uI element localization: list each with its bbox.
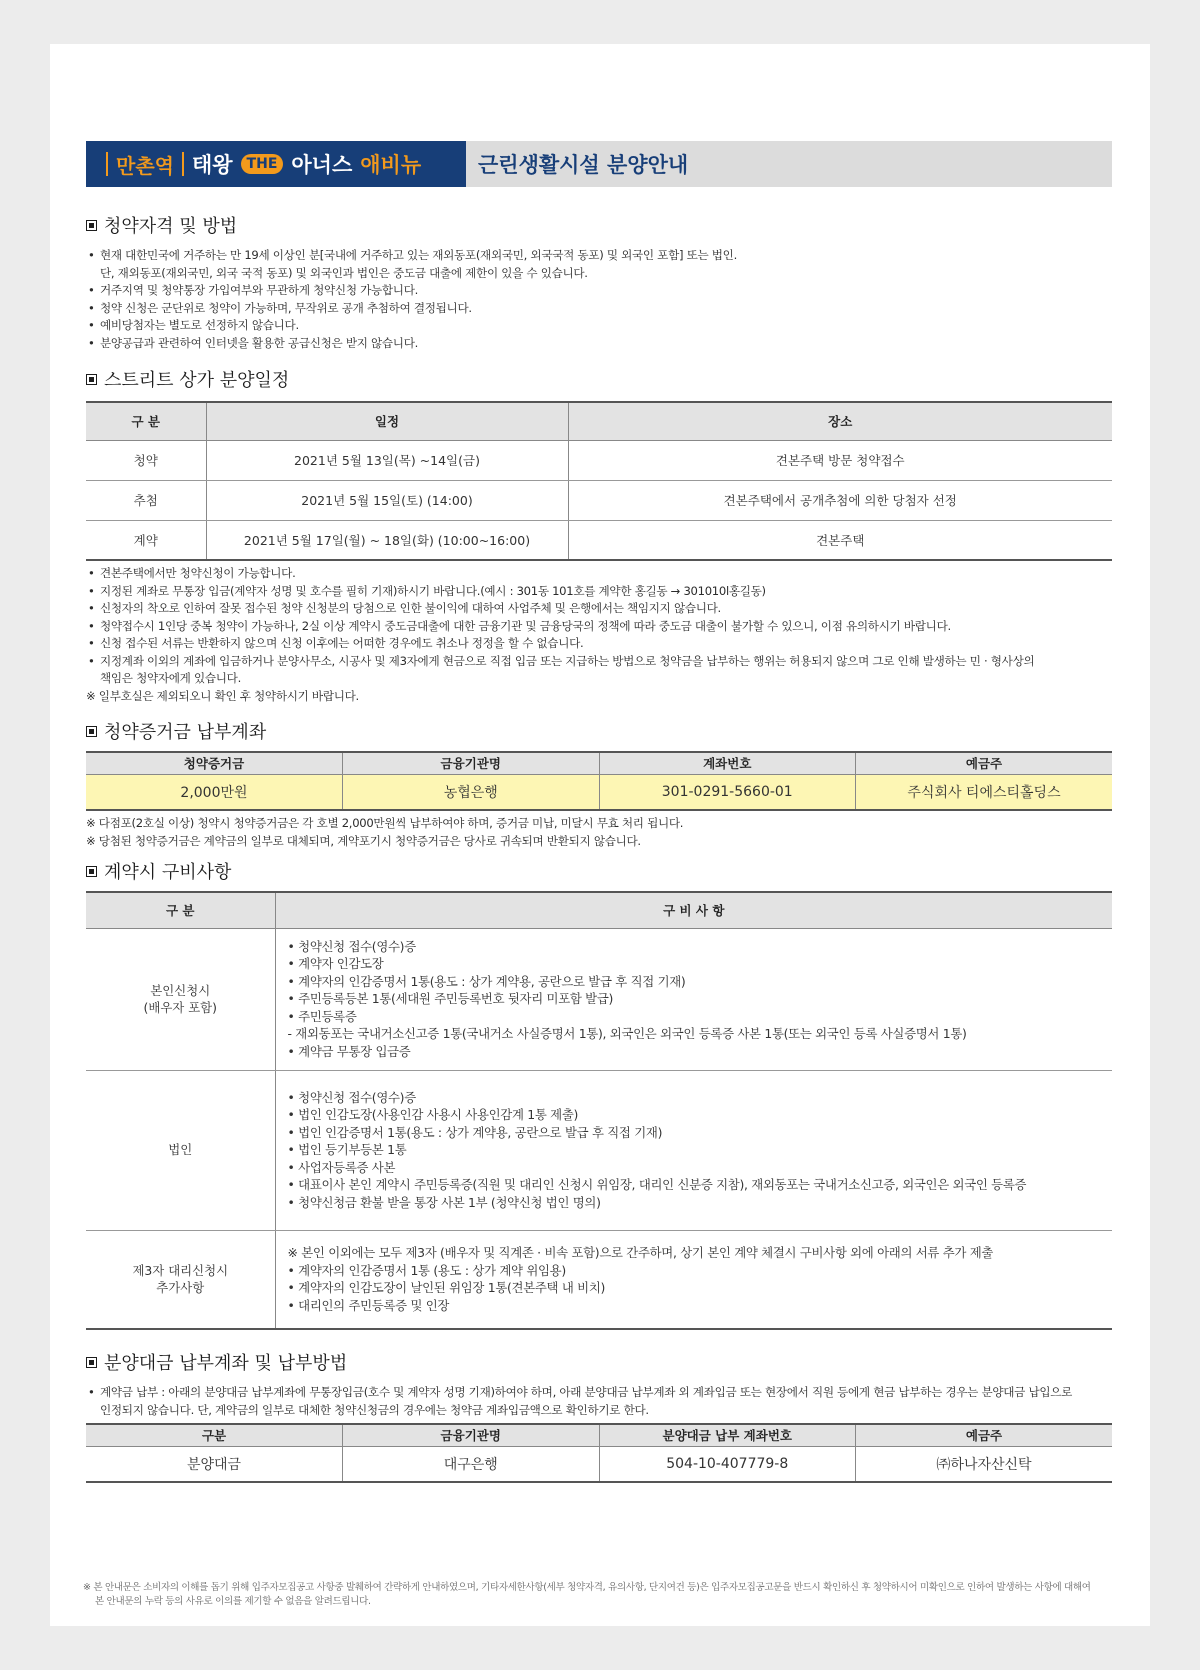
payment-table (86, 1423, 1112, 1483)
table-cell: 청약 (86, 440, 206, 480)
table-cell: 대구은행 (343, 1446, 600, 1482)
table-cell: 법인 (86, 1070, 275, 1230)
table-cell: ㈜하나자산신탁 (856, 1446, 1113, 1482)
section-title-documents (86, 859, 1112, 883)
section-square-icon (86, 220, 97, 231)
section-title-text: 분양대금 납부계좌 및 납부방법 (104, 1353, 348, 1374)
logo-brand-b: 아너스 (291, 153, 353, 177)
list-item: • 청약접수시 1인당 중복 청약이 가능하나, 2실 이상 계약시 중도금대출에 대한 금융기관 및 금융당국의 정책에 따라 중도금 대출이 불가할 수 있으니, 이점 유의하시기 바랍니다. (86, 618, 1112, 636)
list-item: • 거주지역 및 청약통장 가입여부와 무관하게 청약신청 가능합니다. (86, 282, 1112, 300)
schedule-notes (86, 565, 1112, 705)
logo-divider (106, 152, 108, 176)
section-title-qualification (86, 213, 1112, 237)
table-cell: 2,000만원 (86, 774, 343, 810)
section-square-icon (86, 866, 97, 877)
list-item: ※ 다점포(2호실 이상) 청약시 청약증거금은 각 호별 2,000만원씩 납부하여야 하며, 증거금 미납, 미달시 무효 처리 됩니다. (86, 816, 684, 830)
table-row (86, 440, 1112, 480)
section-title-deposit (86, 719, 1112, 743)
list-item: • 신청 접수된 서류는 반환하지 않으며 신청 이후에는 어떠한 경우에도 취소나 정정을 할 수 없습니다. (86, 635, 1112, 653)
title-banner (86, 141, 1112, 187)
section-title-text: 청약자격 및 방법 (104, 216, 238, 237)
list-item: • 청약 신청은 군단위로 청약이 가능하며, 무작위로 공개 추첨하여 결정됩니다. (86, 300, 1112, 318)
list-item: • 지정된 계좌로 무통장 입금(계약자 성명 및 호수를 필히 기재)하시기 바랍니다.(예시 : 301동 101호를 계약한 홍길동 → 301010l홍길동) (86, 583, 1112, 601)
footer-disclaimer (83, 1581, 1127, 1609)
table-header: 예금주 (856, 752, 1113, 774)
logo-divider (182, 152, 184, 176)
page-title: 근린생활시설 분양안내 (466, 141, 1112, 187)
table-row (86, 774, 1112, 810)
table-header: 구분 (86, 1424, 343, 1446)
table-cell: 301-0291-5660-01 (599, 774, 856, 810)
list-item: • 예비당첨자는 별도로 선정하지 않습니다. (86, 317, 1112, 335)
logo-the-badge: THE (241, 154, 284, 174)
qualification-list (86, 247, 1112, 352)
table-row (86, 1446, 1112, 1482)
table-cell: 2021년 5월 13일(목) ~14일(금) (206, 440, 568, 480)
section-title-text: 청약증거금 납부계좌 (104, 722, 267, 743)
table-cell: ※ 본인 이외에는 모두 제3자 (배우자 및 직계존 · 비속 포함)으로 간주하며, 상기 본인 계약 체결시 구비사항 외에 아래의 서류 추가 제출 • 계약자의 인감증명서 1통 (용도 : 상가 계약 위임용) • 계약자의 인감도장이 날인된 위임장 1통(견본주택 내 비치) • 대리인의 주민등록증 및 인장 (275, 1230, 1112, 1329)
deposit-table (86, 751, 1112, 811)
list-item: ※ 당첨된 청약증거금은 계약금의 일부로 대체되며, 계약포기시 청약증거금은 당사로 귀속되며 반환되지 않습니다. (86, 833, 641, 848)
table-cell: 504-10-407779-8 (599, 1446, 856, 1482)
deposit-notes (86, 815, 1112, 850)
table-cell: 본인신청시 (배우자 포함) (86, 928, 275, 1070)
table-cell: 견본주택 (568, 520, 1112, 560)
table-row (86, 480, 1112, 520)
table-header: 금융기관명 (343, 1424, 600, 1446)
table-cell: 견본주택 방문 청약접수 (568, 440, 1112, 480)
logo-brand-c: 애비뉴 (360, 153, 422, 177)
logo-brand-a: 태왕 (191, 153, 233, 177)
list-item: • 견본주택에서만 청약신청이 가능합니다. (86, 565, 1112, 583)
footer-line: 본 안내문의 누락 등의 사유로 이의를 제기할 수 없음을 알려드립니다. (95, 1596, 371, 1607)
list-item: • 신청자의 착오로 인하여 잘못 접수된 청약 신청분의 당첨으로 인한 불이익에 대하여 사업주체 및 은행에서는 책임지지 않습니다. (86, 600, 1112, 618)
table-row (86, 928, 1112, 1070)
section-title-text: 계약시 구비사항 (104, 862, 232, 883)
table-cell: 견본주택에서 공개추첨에 의한 당첨자 선정 (568, 480, 1112, 520)
table-header: 일정 (206, 402, 568, 440)
list-item: • 분양공급과 관련하여 인터넷을 활용한 공급신청은 받지 않습니다. (86, 335, 1112, 353)
section-square-icon (86, 726, 97, 737)
table-header: 구 분 (86, 402, 206, 440)
table-cell: 계약 (86, 520, 206, 560)
schedule-table (86, 401, 1112, 561)
documents-table (86, 891, 1112, 1330)
table-cell: 제3자 대리신청시 추가사항 (86, 1230, 275, 1329)
table-cell: 분양대금 (86, 1446, 343, 1482)
payment-notes (86, 1384, 1112, 1419)
table-header: 계좌번호 (599, 752, 856, 774)
table-cell: 주식회사 티에스티홀딩스 (856, 774, 1113, 810)
section-square-icon (86, 1357, 97, 1368)
table-header: 청약증거금 (86, 752, 343, 774)
table-header: 금융기관명 (343, 752, 600, 774)
table-header: 예금주 (856, 1424, 1113, 1446)
table-header: 분양대금 납부 계좌번호 (599, 1424, 856, 1446)
table-cell: • 청약신청 접수(영수)증 • 계약자 인감도장 • 계약자의 인감증명서 1통(용도 : 상가 계약용, 공란으로 발급 후 직접 기재) • 주민등록등본 1통(세대원 주민등록번호 뒷자리 미포함 발급) • 주민등록증 - 재외동포는 국내거소신고증 1통(국내거소 사실증명서 1통), 외국인은 외국인 등록증 사본 1통(또는 외국인 등록 사실증명서 1통) • 계약금 무통장 입금증 (275, 928, 1112, 1070)
remark: ※ 일부호실은 제외되오니 확인 후 청약하시기 바랍니다. (86, 688, 359, 703)
list-item: • 지정계좌 이외의 계좌에 입금하거나 분양사무소, 시공사 및 제3자에게 현금으로 직접 입금 또는 지급하는 방법으로 청약금을 납부하는 행위는 허용되지 않으며 그로 인해 발생하는 민 · 형사상의 책임은 청약자에게 있습니다. (86, 653, 1112, 688)
list-item: • 계약금 납부 : 아래의 분양대금 납부계좌에 무통장입금(호수 및 계약자 성명 기재)하여야 하며, 아래 분양대금 납부계좌 외 계좌입금 또는 현장에서 직원 등에게 현금 납부하는 경우는 분양대금 납입으로 인정되지 않습니다. 단, 계약금의 일부로 대체한 청약신청금의 경우에는 청약금 계좌입금액으로 확인하기로 한다. (86, 1384, 1112, 1419)
footer-line: ※ 본 안내문은 소비자의 이해를 돕기 위해 입주자모집공고 사항중 발췌하여 간략하게 안내하였으며, 기타자세한사항(세부 청약자격, 유의사항, 단지여건 등)은 입주자모집공고문을 반드시 확인하신 후 청약하시어 미확인으로 인하여 발생하는 사항에 대해여 (83, 1582, 1091, 1593)
table-row (86, 520, 1112, 560)
table-header: 구 비 사 항 (275, 892, 1112, 928)
table-row (86, 1230, 1112, 1329)
list-item: • 현재 대한민국에 거주하는 만 19세 이상인 분[국내에 거주하고 있는 재외동포(재외국민, 외국국적 동포) 및 외국인 포함] 또는 법인. 단, 재외동포(재외국민, 외국 국적 동포) 및 외국인과 법인은 중도금 대출에 제한이 있을 수 있습니다. (86, 247, 1112, 282)
table-cell: 2021년 5월 17일(월) ~ 18일(화) (10:00~16:00) (206, 520, 568, 560)
document-page (50, 44, 1150, 1626)
section-square-icon (86, 374, 97, 385)
table-cell: 2021년 5월 15일(토) (14:00) (206, 480, 568, 520)
table-cell: 농협은행 (343, 774, 600, 810)
section-title-schedule (86, 367, 1112, 391)
table-cell: 추첨 (86, 480, 206, 520)
brand-logo (86, 141, 466, 187)
section-title-payment (86, 1350, 1112, 1374)
table-cell: • 청약신청 접수(영수)증 • 법인 인감도장(사용인감 사용시 사용인감계 1통 제출) • 법인 인감증명서 1통(용도 : 상가 계약용, 공란으로 발급 후 직접 기재) • 법인 등기부등본 1통 • 사업자등록증 사본 • 대표이사 본인 계약시 주민등록증(직원 및 대리인 신청시 위임장, 대리인 신분증 지참), 재외동포는 국내거소신고증, 외국인은 외국인 등록증 • 청약신청금 환불 받을 통장 사본 1부 (청약신청 법인 명의) (275, 1070, 1112, 1230)
section-title-text: 스트리트 상가 분양일정 (104, 370, 290, 391)
logo-station: 만촌역 (116, 153, 174, 178)
table-header: 구 분 (86, 892, 275, 928)
table-header: 장소 (568, 402, 1112, 440)
table-row (86, 1070, 1112, 1230)
